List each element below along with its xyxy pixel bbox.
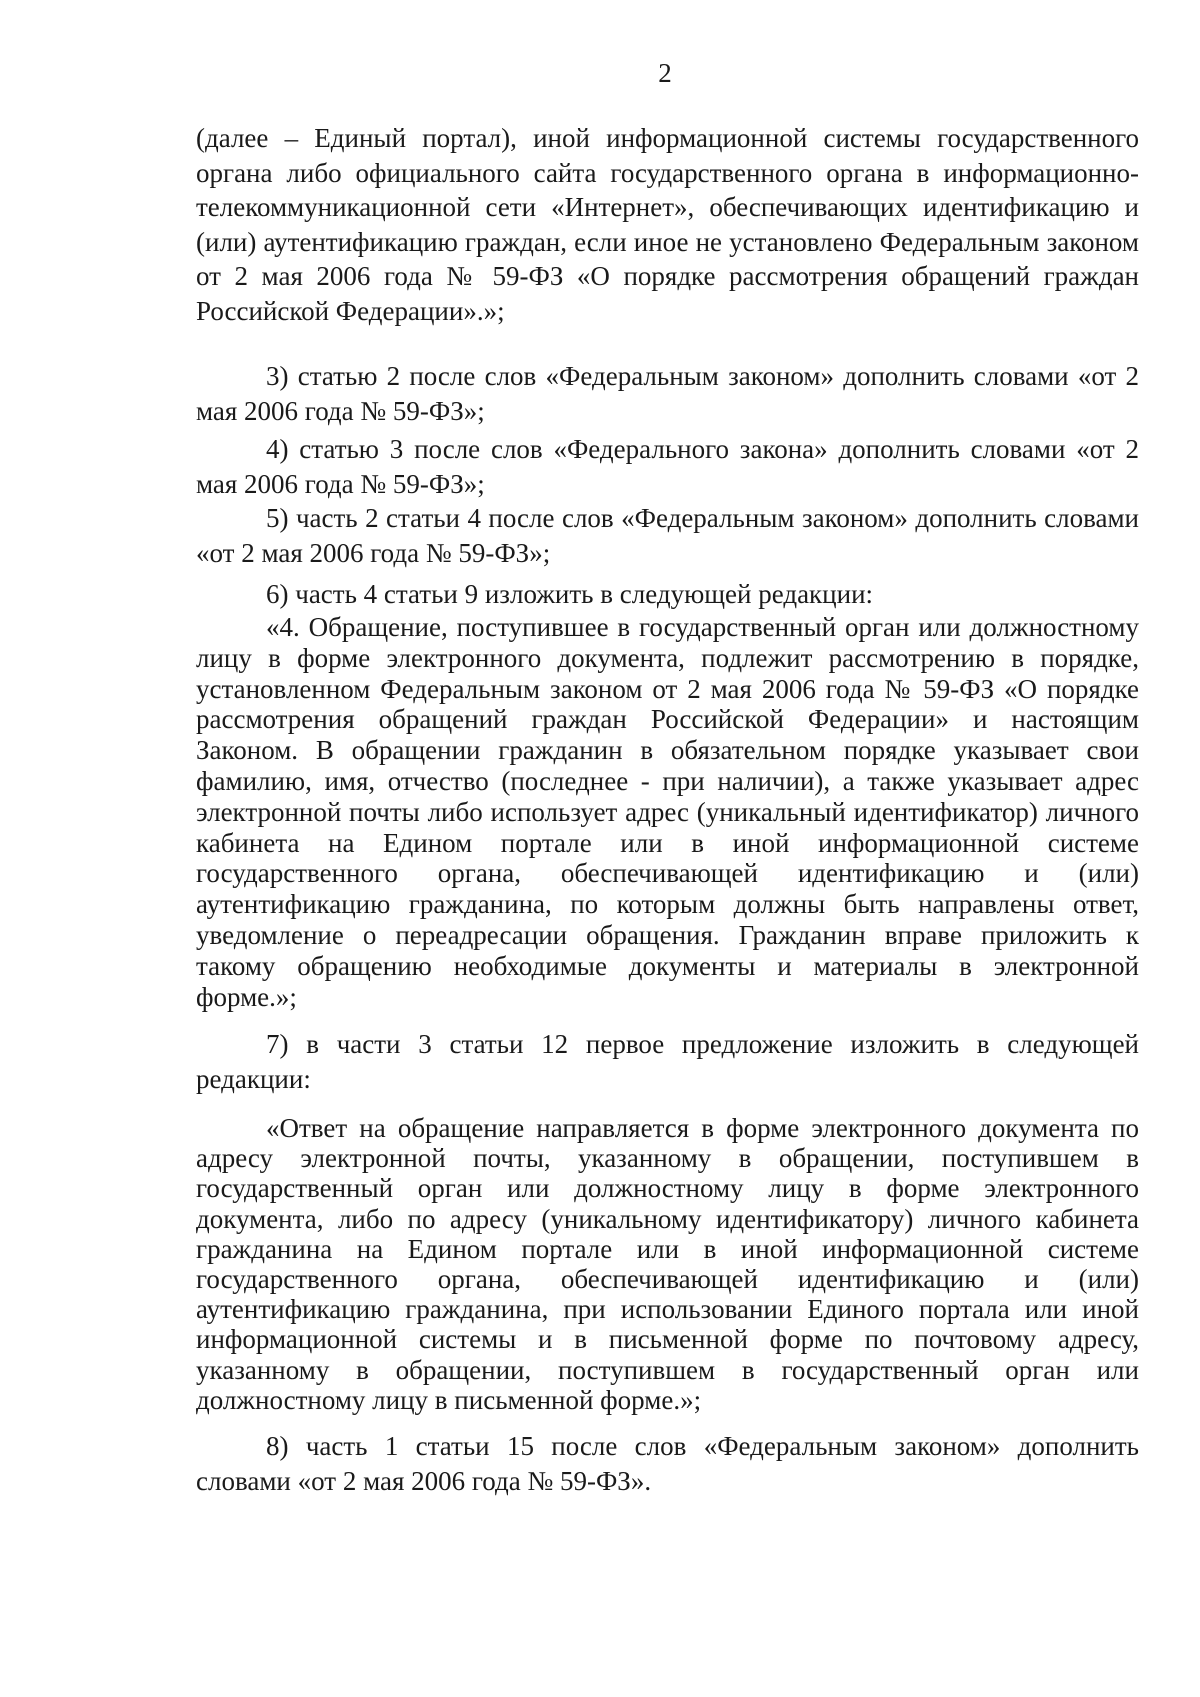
paragraph-item-3: 3) статью 2 после слов «Федеральным законом» дополнить словами «от 2 мая 2006 года № 59-ФЗ»; (196, 361, 1139, 426)
paragraph-item-5: 5) часть 2 статьи 4 после слов «Федеральным законом» дополнить словами «от 2 мая 2006 года № 59-ФЗ»; (196, 503, 1139, 568)
paragraph-item-6: 6) часть 4 статьи 9 изложить в следующей редакции: (266, 579, 874, 609)
paragraph-quote-article-12: «Ответ на обращение направляется в форме электронного документа по адресу электронной почты, указанному в обращении, поступившем в государственный орган или должностному лицу в форме электронного документа, либо по адресу (уникальному идентификатору) личного кабинета гражданина на Едином портале или в иной информационной системе государственного органа, обеспечивающей идентификацию и (или) аутентификацию гражданина, при использовании Единого портала или иной информационной системы и в письменной форме по почтовому адресу, указанному в обращении, поступившем в государственный орган или должностному лицу в письменной форме.»; (196, 1113, 1139, 1415)
paragraph-item-8: 8) часть 1 статьи 15 после слов «Федеральным законом» дополнить словами «от 2 мая 2006 года № 59-ФЗ». (196, 1431, 1139, 1496)
paragraph-continuation: (далее – Единый портал), иной информационной системы государственного органа либо официального сайта государственного органа в информационно-телекоммуникационной сети «Интернет», обеспечивающих идентификацию и (или) аутентификацию граждан, если иное не установлено Федеральным законом от 2 мая 2006 года № 59-ФЗ «О порядке рассмотрения обращений граждан Российской Федерации».»; (196, 123, 1139, 326)
page-number: 2 (658, 58, 672, 88)
paragraph-item-4: 4) статью 3 после слов «Федерального закона» дополнить словами «от 2 мая 2006 года № 59-ФЗ»; (196, 434, 1139, 499)
paragraph-quote-article-9: «4. Обращение, поступившее в государственный орган или должностному лицу в форме электронного документа, подлежит рассмотрению в порядке, установленном Федеральным законом от 2 мая 2006 года № 59-ФЗ «О порядке рассмотрения обращений граждан Российской Федерации» и настоящим Законом. В обращении гражданин в обязательном порядке указывает свои фамилию, имя, отчество (последнее - при наличии), а также указывает адрес электронной почты либо использует адрес (уникальный идентификатор) личного кабинета на Едином портале или в иной информационной системе государственного органа, обеспечивающей идентификацию и (или) аутентификацию гражданина, по которым должны быть направлены ответ, уведомление о переадресации обращения. Гражданин вправе приложить к такому обращению необходимые документы и материалы в электронной форме.»; (196, 612, 1139, 1012)
paragraph-item-7: 7) в части 3 статьи 12 первое предложение изложить в следующей редакции: (196, 1029, 1139, 1094)
